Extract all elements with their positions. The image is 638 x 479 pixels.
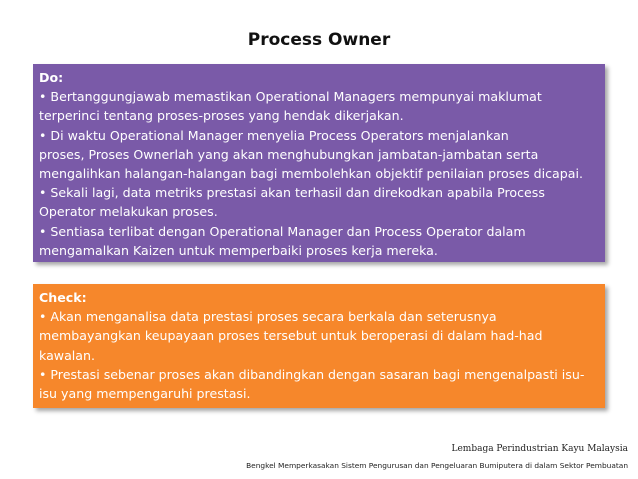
check-heading: Check: bbox=[39, 290, 87, 305]
check-line: membayangkan keupayaan proses tersebut untuk beroperasi di dalam had-had bbox=[39, 328, 543, 344]
check-line: • Akan menganalisa data prestasi proses secara berkala dan seterusnya bbox=[39, 309, 497, 325]
do-line: • Di waktu Operational Manager menyelia Process Operators menjalankan bbox=[39, 127, 509, 143]
footer-organization: Lembaga Perindustrian Kayu Malaysia bbox=[451, 444, 628, 454]
do-line: Operator melakukan proses. bbox=[39, 204, 218, 220]
do-box bbox=[33, 64, 605, 262]
do-line: • Sentiasa terlibat dengan Operational Manager dan Process Operator dalam bbox=[39, 223, 526, 239]
do-line: proses, Proses Ownerlah yang akan menghubungkan jambatan-jambatan serta bbox=[39, 146, 539, 162]
check-line: kawalan. bbox=[39, 347, 96, 363]
check-line: • Prestasi sebenar proses akan dibandingkan dengan sasaran bagi mengenalpasti isu- bbox=[39, 366, 585, 382]
do-line: • Sekali lagi, data metriks prestasi akan terhasil dan direkodkan apabila Process bbox=[39, 185, 545, 201]
do-line: • Bertanggungjawab memastikan Operational Managers mempunyai maklumat bbox=[39, 89, 542, 105]
do-line: terperinci tentang proses-proses yang hendak dikerjakan. bbox=[39, 108, 404, 124]
check-box bbox=[33, 284, 605, 408]
do-line: mengalihkan halangan-halangan bagi membolehkan objektif penilaian proses dicapai. bbox=[39, 166, 583, 182]
footer-description: Bengkel Memperkasakan Sistem Pengurusan dan Pengeluaran Bumiputera di dalam Sektor Pembuatan bbox=[246, 461, 628, 470]
do-line: mengamalkan Kaizen untuk memperbaiki proses kerja mereka. bbox=[39, 242, 438, 258]
check-line: isu yang mempengaruhi prestasi. bbox=[39, 386, 251, 402]
page-title: Process Owner bbox=[247, 30, 391, 50]
do-heading: Do: bbox=[39, 70, 64, 85]
